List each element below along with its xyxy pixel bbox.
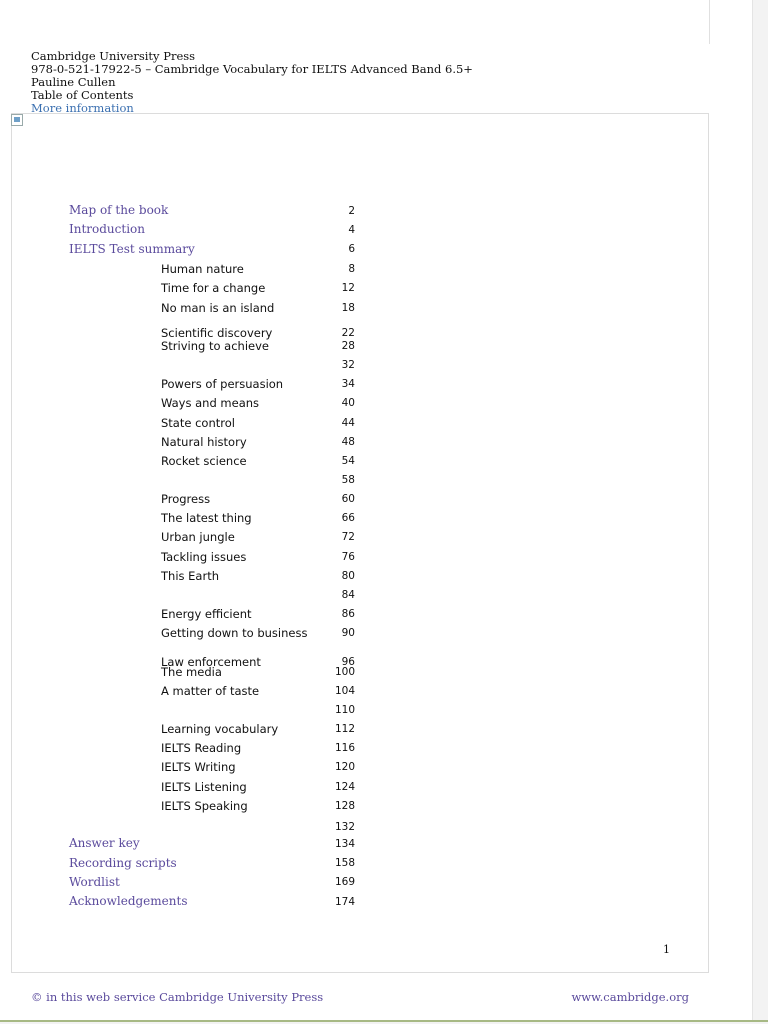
toc-page-number: 22 <box>341 327 355 339</box>
toc-page-number: 90 <box>341 627 355 639</box>
toc-page-number: 100 <box>334 666 355 678</box>
toc-unit-title: Energy efficient <box>161 607 252 621</box>
isbn-title: 978-0-521-17922-5 – Cambridge Vocabulary for IELTS Advanced Band 6.5+ <box>31 62 473 76</box>
toc-page-number: 134 <box>334 838 355 850</box>
toc-page-number: 124 <box>334 781 355 793</box>
toc-page-number: 28 <box>341 340 355 352</box>
toc-unit-title: Scientific discovery <box>161 326 273 340</box>
toc-page-number: 132 <box>334 821 355 833</box>
toc-page-number: 174 <box>334 896 355 908</box>
document-header <box>31 50 473 115</box>
toc-page-number: 32 <box>341 359 355 371</box>
toc-page-number: 104 <box>334 685 355 697</box>
toc-page-number: 58 <box>341 474 355 486</box>
toc-unit-title: Learning vocabulary <box>161 722 279 736</box>
toc-unit-title: IELTS Listening <box>161 780 247 794</box>
toc-unit-title: No man is an island <box>161 301 275 315</box>
toc-page-number: 110 <box>334 704 355 716</box>
toc-page-number: 80 <box>341 570 355 582</box>
toc-unit-title: Ways and means <box>161 396 260 410</box>
toc-page-number: 12 <box>341 282 355 294</box>
toc-unit-title: Rocket science <box>161 454 247 468</box>
toc-unit-title: Time for a change <box>161 281 266 295</box>
toc-page-number: 112 <box>334 723 355 735</box>
toc-page-number: 60 <box>341 493 355 505</box>
toc-page-number: 66 <box>341 512 355 524</box>
toc-page-number: 120 <box>334 761 355 773</box>
copyright-link[interactable]: © in this web service Cambridge University Press <box>31 990 324 1004</box>
broken-image-icon <box>11 114 23 126</box>
toc-entry-acknowledgements[interactable]: Acknowledgements <box>69 894 188 908</box>
toc-unit-title: Natural history <box>161 435 247 449</box>
toc-unit-title: IELTS Reading <box>161 741 242 755</box>
toc-page-number: 18 <box>341 302 355 314</box>
toc-page-number: 169 <box>334 876 355 888</box>
toc-entry-answer-key[interactable]: Answer key <box>69 836 140 850</box>
toc-unit-title: Striving to achieve <box>161 339 269 353</box>
toc-unit-title: Getting down to business <box>161 626 308 640</box>
toc-page-number: 2 <box>348 205 355 217</box>
toc-unit-title: A matter of taste <box>161 684 260 698</box>
toc-unit-title: IELTS Writing <box>161 760 236 774</box>
toc-page-number: 40 <box>341 397 355 409</box>
section-title: Table of Contents <box>31 88 134 102</box>
toc-unit-title: Law enforcement <box>161 655 261 669</box>
toc-entry-map-of-the-book[interactable]: Map of the book <box>69 203 169 217</box>
toc-page-number: 8 <box>348 263 355 275</box>
toc-unit-title: IELTS Speaking <box>161 799 248 813</box>
toc-unit-title: The latest thing <box>161 511 252 525</box>
toc-entry-wordlist[interactable]: Wordlist <box>69 875 120 889</box>
toc-unit-title: Powers of persuasion <box>161 377 284 391</box>
toc-page-number: 4 <box>348 224 355 236</box>
toc-entry-ielts-test-summary[interactable]: IELTS Test summary <box>69 242 195 256</box>
toc-page-number: 84 <box>341 589 355 601</box>
toc-page-number: 6 <box>348 243 355 255</box>
toc-page-number: 116 <box>334 742 355 754</box>
author-name: Pauline Cullen <box>31 75 116 89</box>
toc-page-number: 44 <box>341 417 355 429</box>
publisher-name: Cambridge University Press <box>31 49 196 63</box>
toc-page-number: 72 <box>341 531 355 543</box>
toc-entry-recording-scripts[interactable]: Recording scripts <box>69 856 177 870</box>
toc-unit-title: Urban jungle <box>161 530 235 544</box>
toc-unit-title: Tackling issues <box>161 550 247 564</box>
toc-page-number: 48 <box>341 436 355 448</box>
toc-page-number: 96 <box>341 656 355 668</box>
bottom-divider <box>0 1020 768 1022</box>
toc-unit-title: This Earth <box>161 569 219 583</box>
toc-unit-title: The media <box>161 665 222 679</box>
toc-page-number: 54 <box>341 455 355 467</box>
toc-entry-introduction[interactable]: Introduction <box>69 222 145 236</box>
toc-page-number: 86 <box>341 608 355 620</box>
page-number: 1 <box>663 943 670 956</box>
page-edge-line <box>709 0 710 44</box>
more-information-link[interactable]: More information <box>31 101 134 115</box>
toc-page-number: 128 <box>334 800 355 812</box>
website-link[interactable]: www.cambridge.org <box>571 990 689 1004</box>
toc-page-number: 158 <box>334 857 355 869</box>
toc-unit-title: Progress <box>161 492 211 506</box>
toc-unit-title: Human nature <box>161 262 244 276</box>
toc-page-number: 76 <box>341 551 355 563</box>
toc-unit-title: State control <box>161 416 235 430</box>
toc-page-number: 34 <box>341 378 355 390</box>
